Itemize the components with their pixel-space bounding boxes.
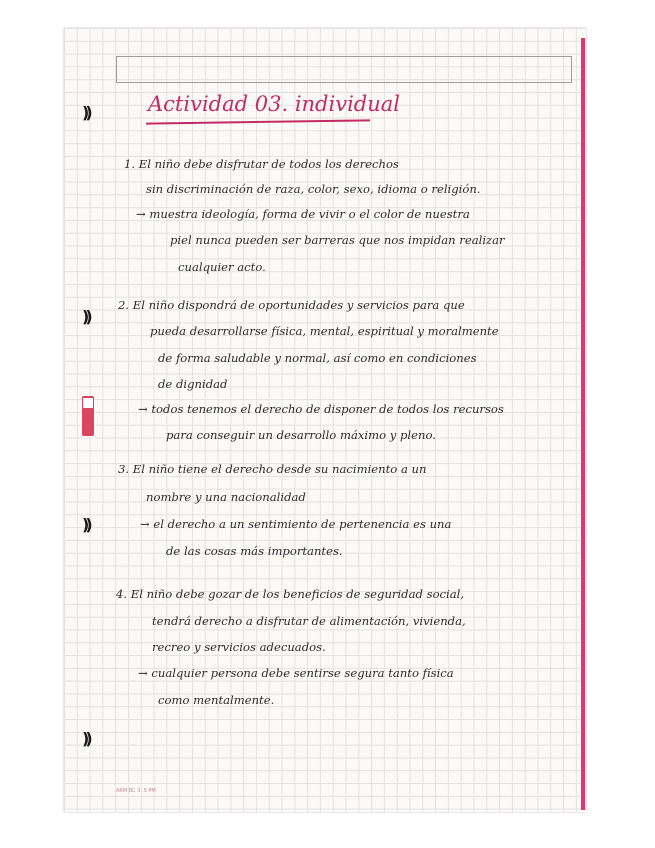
page-title: Actividad 03. individual: [148, 92, 400, 116]
handwritten-line: de las cosas más importantes.: [166, 544, 343, 558]
handwritten-line: → muestra ideología, forma de vivir o el color de nuestra: [136, 207, 470, 221]
handwritten-line: tendrá derecho a disfrutar de alimentación, vivienda,: [152, 614, 466, 628]
header-box: [116, 56, 572, 83]
handwritten-line: 3. El niño tiene el derecho desde su nacimiento a un: [118, 462, 427, 476]
handwritten-line: para conseguir un desarrollo máximo y pleno.: [166, 428, 436, 442]
binder-hole-mark: )): [82, 515, 89, 534]
page-pink-edge: [581, 38, 585, 810]
binder-hole-mark: )): [82, 729, 89, 748]
handwritten-line: como mentalmente.: [158, 693, 275, 707]
binder-hole-mark: )): [82, 307, 89, 326]
handwritten-line: → cualquier persona debe sentirse segura tanto física: [138, 666, 454, 680]
handwritten-line: pueda desarrollarse física, mental, espiritual y moralmente: [150, 324, 499, 338]
handwritten-line: nombre y una nacionalidad: [146, 490, 306, 504]
handwritten-line: piel nunca pueden ser barreras que nos impidan realizar: [170, 233, 505, 247]
footer-code: ARM BC 3 .5 PM: [116, 788, 156, 794]
handwritten-line: → todos tenemos el derecho de disponer de todos los recursos: [138, 402, 504, 416]
handwritten-line: de dignidad: [158, 377, 228, 391]
handwritten-line: recreo y servicios adecuados.: [152, 640, 326, 654]
notebook-brand-tag: [82, 396, 94, 436]
handwritten-line: 1. El niño debe disfrutar de todos los derechos: [124, 157, 399, 171]
binder-hole-mark: )): [82, 103, 89, 122]
handwritten-line: cualquier acto.: [178, 260, 266, 274]
handwritten-line: 4. El niño debe gozar de los beneficios de seguridad social,: [116, 587, 465, 601]
handwritten-line: → el derecho a un sentimiento de pertenencia es una: [140, 517, 452, 531]
handwritten-line: 2. El niño dispondrá de oportunidades y servicios para que: [118, 298, 465, 312]
notebook-page: [64, 28, 586, 812]
handwritten-line: de forma saludable y normal, así como en condiciones: [158, 351, 477, 365]
handwritten-line: sin discriminación de raza, color, sexo, idioma o religión.: [146, 182, 481, 196]
